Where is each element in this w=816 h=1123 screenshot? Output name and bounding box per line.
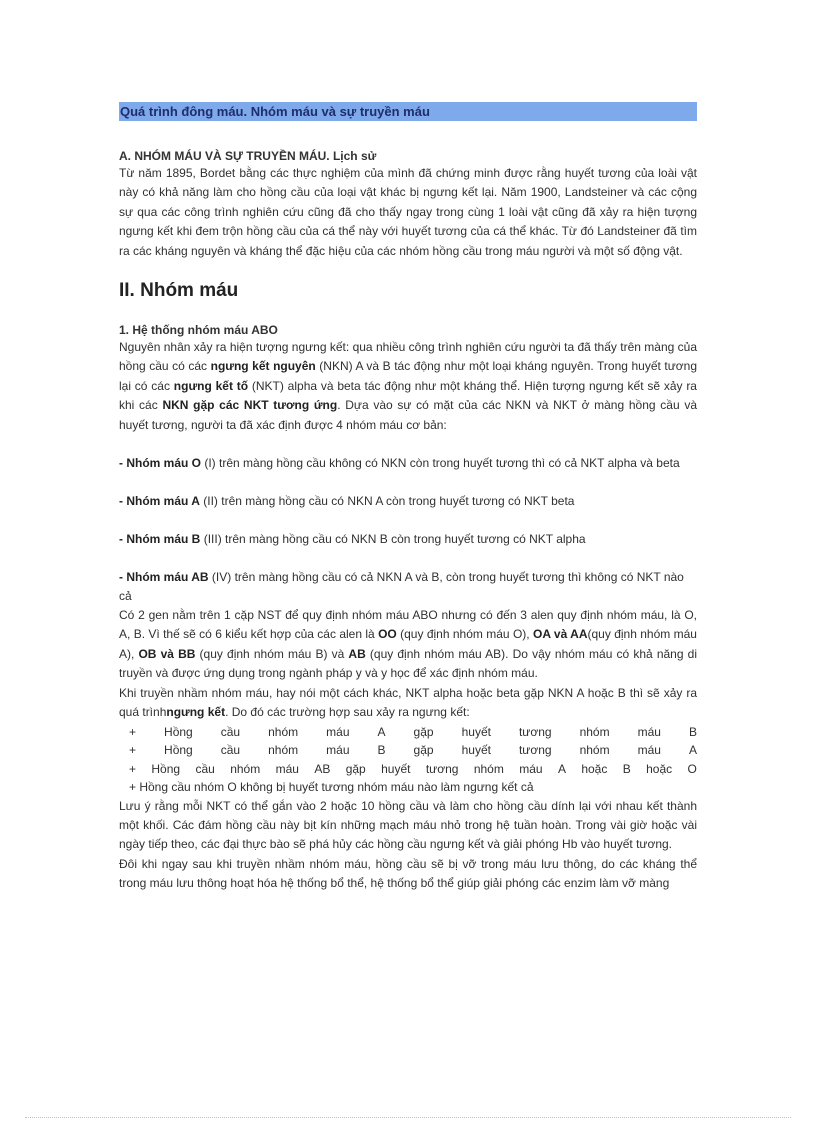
case-word: hoặc — [646, 761, 673, 776]
case-word: nhóm — [268, 724, 299, 739]
case-word: cầu — [220, 724, 241, 739]
document-page — [119, 102, 697, 894]
case-word: máu — [519, 761, 543, 776]
case-word: B — [622, 761, 631, 776]
case-word: máu — [275, 761, 299, 776]
history-paragraph: Từ năm 1895, Bordet bằng các thực nghiệm của mình đã chứng minh được rằng huyết tương của loài vật này có khả năng làm cho hồng cầu của loại vật khác bị ngưng kết lại. Năm 1900, Landsteiner và các cộng sự qua các công trình nghiên cứu cũng đã cho thấy ngay trong cùng 1 loài vật cũng đã xảy ra hiện tượng ngưng kết khi đem trộn hồng cầu của cá thể này với huyết tương của cá thể khác. Từ đó Landsteiner đã tìm ra các kháng nguyên và kháng thể đặc hiệu của các nhóm hồng cầu trong máu người và một số động vật. — [119, 166, 697, 258]
case-word: AB — [314, 761, 331, 776]
case-word: nhóm — [579, 724, 610, 739]
case-word: máu — [326, 743, 350, 757]
case-word: Hồng — [164, 743, 193, 757]
case-word: máu — [637, 724, 661, 739]
case-word: nhóm — [268, 743, 299, 757]
case-word: tương — [518, 724, 552, 739]
case-line — [119, 760, 697, 779]
case-word: gặp — [413, 724, 434, 739]
case-word: B — [688, 724, 697, 739]
case-word: máu — [637, 743, 661, 757]
blood-groups-heading: II. Nhóm máu — [119, 280, 239, 302]
case-word: Hồng — [151, 761, 181, 776]
document-title: Quá trình đông máu. Nhóm máu và sự truyền máu — [119, 102, 697, 121]
hemolysis-paragraph: Đôi khi ngay sau khi truyền nhầm nhóm máu, hồng cầu sẽ bị vỡ trong máu lưu thông, do các kháng thể trong máu lưu thông hoạt hóa hệ thống bổ thể, hệ thống bổ thể giúp giải phóng các enzim làm vỡ màng — [119, 856, 697, 891]
note-paragraph: Lưu ý rằng mỗi NKT có thể gắn vào 2 hoặc 10 hồng cầu và làm cho hồng cầu dính lại với nhau kết thành một khối. Các đám hồng cầu này bịt kín những mạch máu nhỏ trong hệ tuần hoàn. Trong vài giờ hoặc vài ngày tiếp theo, các đại thực bào sẽ phá hủy các hồng cầu ngưng kết và giải phóng Hb vào huyết tương. — [119, 798, 697, 852]
case-word: hoặc — [581, 761, 608, 776]
case-word: huyết — [461, 743, 491, 757]
case-line — [119, 723, 697, 742]
case-word: máu — [326, 724, 350, 739]
case-word: A — [557, 761, 566, 776]
agglutination-cases-list — [119, 723, 697, 779]
case-word: gặp — [345, 761, 366, 776]
case-word: tương — [425, 761, 459, 776]
blood-group-b-item: - Nhóm máu B (III) trên màng hồng cầu có NKN B còn trong huyết tương có NKT alpha — [119, 532, 586, 547]
case-word: + — [129, 761, 137, 776]
case-word: gặp — [413, 743, 434, 757]
case-word: tương — [518, 743, 552, 757]
blood-group-a-item: - Nhóm máu A (II) trên màng hồng cầu có NKN A còn trong huyết tương có NKT beta — [119, 494, 575, 509]
genetics-paragraph: Có 2 gen nằm trên 1 cặp NST để quy định nhóm máu ABO nhưng có đến 3 alen quy định nhóm máu, là O, A, B. Vì thế sẽ có 6 kiểu kết hợp của các alen là OO (quy định nhóm máu O), OA và AA(quy định nhóm máu A), OB và BB (quy định nhóm máu B) và AB (quy định nhóm máu AB). Do vậy nhóm máu có khả năng di truyền và được ứng dụng trong ngành pháp y và y học để xác định nhóm máu. — [119, 608, 697, 681]
mismatch-paragraph: Khi truyền nhầm nhóm máu, hay nói một cách khác, NKT alpha hoặc beta gặp NKN A hoặc B thì sẽ xảy ra quá trìnhngưng kết. Do đó các trường hợp sau xảy ra ngưng kết: — [119, 685, 697, 720]
case-word: Hồng — [164, 724, 193, 739]
blood-group-ab-item: - Nhóm máu AB (IV) trên màng hồng cầu có cả NKN A và B, còn trong huyết tương thì không có NKT nào cả — [119, 570, 684, 604]
case-word: huyết — [461, 724, 491, 739]
section-a-heading: A. NHÓM MÁU VÀ SỰ TRUYỀN MÁU. Lịch sử — [119, 149, 377, 163]
case-word: nhóm — [579, 743, 610, 757]
case-line-o: + Hồng cầu nhóm O không bị huyết tương nhóm máu nào làm ngưng kết cả — [129, 780, 534, 794]
case-word: cầu — [220, 743, 241, 757]
case-word: O — [687, 761, 697, 776]
case-word: nhóm — [230, 761, 261, 776]
blood-group-o-item: - Nhóm máu O (I) trên màng hồng cầu không có NKN còn trong huyết tương thì có cả NKT alpha và beta — [119, 456, 680, 471]
case-word: nhóm — [473, 761, 504, 776]
agglutination-cause-paragraph: Nguyên nhân xảy ra hiện tượng ngưng kết: qua nhiều công trình nghiên cứu người ta đã thấy trên màng của hồng cầu có các ngưng kết nguyên (NKN) A và B tác động như một loại kháng nguyên. Trong huyết tương lại có các ngưng kết tố (NKT) alpha và beta tác động như một kháng thể. Hiện tượng ngưng kết sẽ xảy ra khi các NKN gặp các NKT tương ứng. Dựa vào sự có mặt của các NKN và NKT ở màng hồng cầu và huyết tương, người ta đã xác định được 4 nhóm máu cơ bản: — [119, 340, 697, 432]
abo-system-subheading: 1. Hệ thống nhóm máu ABO — [119, 323, 278, 338]
case-word: cầu — [195, 761, 215, 776]
case-line — [119, 741, 697, 760]
case-word: A — [688, 743, 697, 757]
case-word: + — [129, 743, 137, 757]
case-word: B — [377, 743, 386, 757]
case-word: huyết — [381, 761, 411, 776]
case-word: + — [129, 724, 137, 739]
page-bottom-divider — [25, 1117, 791, 1118]
case-word: A — [377, 724, 386, 739]
